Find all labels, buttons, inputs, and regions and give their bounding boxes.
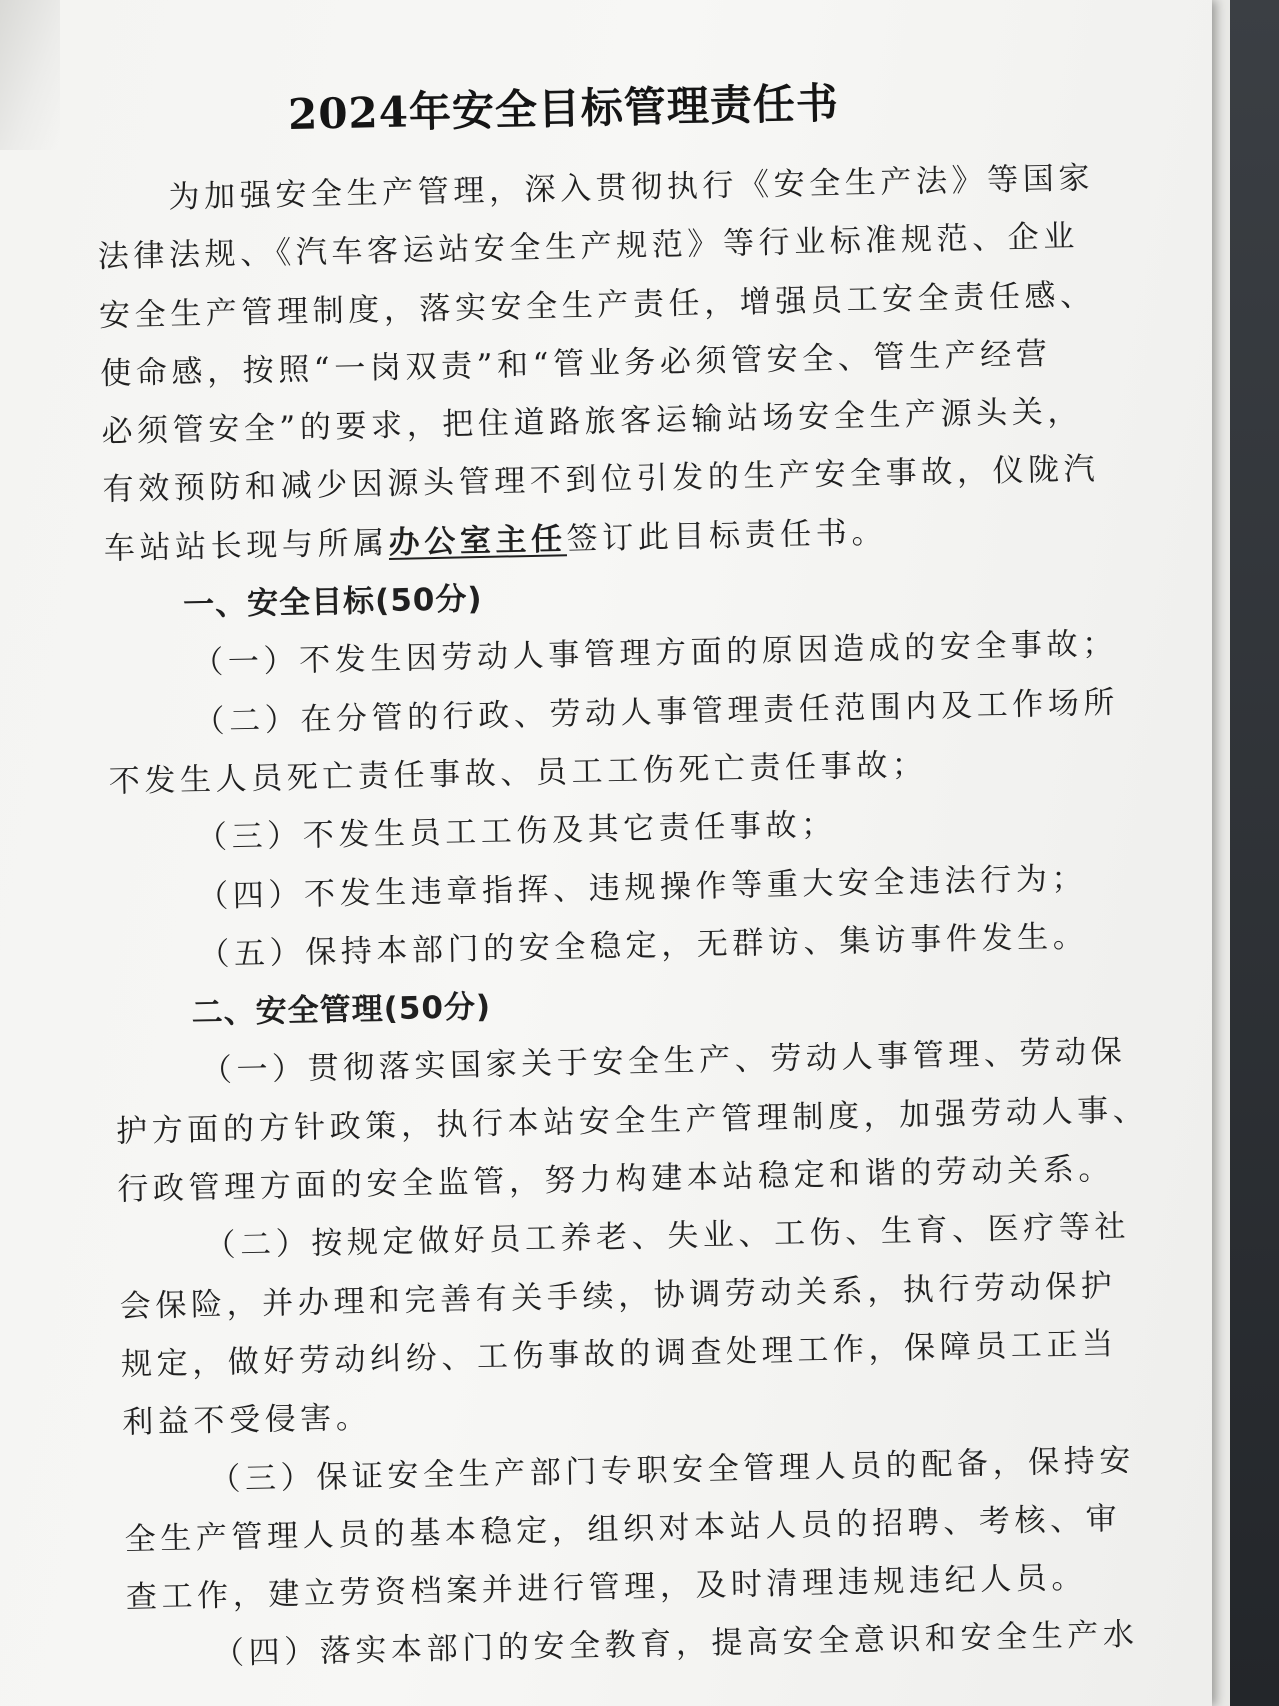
section-heading-safety-management: 二、安全管理(50分) <box>191 989 492 1032</box>
management-item-continued: 全生产管理人员的基本稳定，组织对本站人员的招聘、考核、审 <box>124 1500 1122 1558</box>
management-item: （三）保证安全生产部门专职安全管理人员的配备，保持安 <box>209 1442 1136 1498</box>
management-item: （四）落实本部门的安全教育，提高安全意识和安全生产水 <box>212 1616 1139 1673</box>
section-heading-safety-goals: 一、安全目标(50分) <box>182 581 483 624</box>
management-item-continued: 查工作，建立劳资档案并进行管理，及时清理违规违纪人员。 <box>125 1559 1088 1616</box>
signatory-role: 办公室主任 <box>388 521 568 561</box>
management-item: （一）贯彻落实国家关于安全生产、劳动人事管理、劳动保 <box>200 1034 1127 1090</box>
management-item-continued: 护方面的方针政策，执行本站安全生产管理制度，加强劳动人事、 <box>115 1091 1149 1150</box>
intro-line: 有效预防和减少因源头管理不到位引发的生产安全事故，仪陇汽 <box>102 451 1100 509</box>
intro-text: 签订此目标责任书。 <box>566 514 888 558</box>
intro-text: 车站站长现与所属 <box>103 524 390 567</box>
document-body <box>96 149 1149 1685</box>
goal-item-continued: 不发生人员死亡责任事故、员工工伤死亡责任事故； <box>108 746 928 800</box>
management-item: （二）按规定做好员工养老、失业、工伤、生育、医疗等社 <box>204 1208 1131 1265</box>
document-title: 2024年安全目标管理责任书 <box>287 78 840 139</box>
intro-line: 必须管安全”的要求，把住道路旅客运输站场安全生产源头关， <box>101 393 1084 451</box>
intro-line: 为加强安全生产管理，深入贯彻执行《安全生产法》等国家 <box>168 160 1095 216</box>
goal-item: （三）不发生员工工伤及其它责任事故； <box>195 806 838 857</box>
intro-line: 法律法规、《汽车客运站安全生产规范》等行业标准规范、企业 <box>97 218 1080 276</box>
intro-line: 使命感，按照“一岗双责”和“管业务必须管安全、管生产经营 <box>99 335 1052 392</box>
intro-line: 安全生产管理制度，落实安全生产责任，增强员工安全责任感、 <box>98 276 1097 334</box>
goal-item: （五）保持本部门的安全稳定，无群访、集访事件发生。 <box>198 918 1089 973</box>
goal-item: （四）不发生违章指挥、违规操作等重大安全违法行为； <box>196 859 1088 915</box>
management-item-continued: 规定，做好劳动纠纷、工伤事故的调查处理工作，保障员工正当 <box>120 1325 1118 1383</box>
goal-item: （二）在分管的行政、劳动人事管理责任范围内及工作场所 <box>193 684 1120 740</box>
management-item-continued: 利益不受侵害。 <box>121 1399 372 1441</box>
management-item-continued: 会保险，并办理和完善有关手续，协调劳动关系，执行劳动保护 <box>119 1267 1117 1325</box>
goal-item: （一）不发生因劳动人事管理方面的原因造成的安全事故； <box>191 626 1119 682</box>
management-item-continued: 行政管理方面的安全监管，努力构建本站稳定和谐的劳动关系。 <box>116 1150 1115 1208</box>
paper-fold-shadow <box>0 0 60 150</box>
